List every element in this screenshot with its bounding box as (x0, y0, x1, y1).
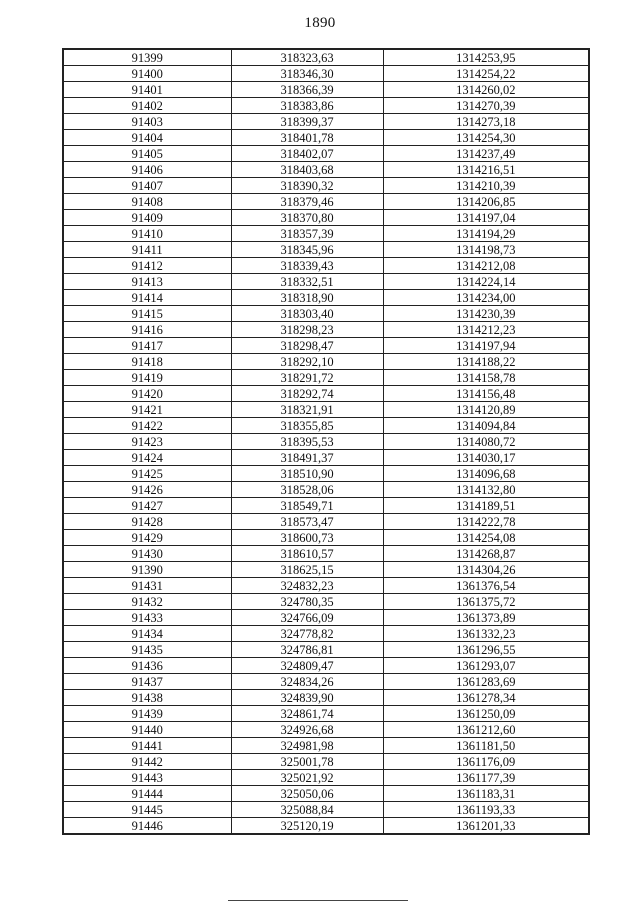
point-number-cell: 91433 (63, 610, 231, 626)
x-coordinate-cell: 318303,40 (231, 306, 383, 322)
x-coordinate-cell: 318403,68 (231, 162, 383, 178)
table-row (63, 450, 589, 466)
x-coordinate-cell: 324786,81 (231, 642, 383, 658)
point-number-cell: 91400 (63, 66, 231, 82)
x-coordinate-cell: 324832,23 (231, 578, 383, 594)
table-row (63, 674, 589, 690)
y-coordinate-cell: 1361212,60 (383, 722, 589, 738)
point-number-cell: 91406 (63, 162, 231, 178)
x-coordinate-cell: 324981,98 (231, 738, 383, 754)
point-number-cell: 91440 (63, 722, 231, 738)
table-row (63, 162, 589, 178)
point-number-cell: 91401 (63, 82, 231, 98)
table-row (63, 578, 589, 594)
y-coordinate-cell: 1361250,09 (383, 706, 589, 722)
table-row (63, 49, 589, 66)
x-coordinate-cell: 318379,46 (231, 194, 383, 210)
y-coordinate-cell: 1361176,09 (383, 754, 589, 770)
y-coordinate-cell: 1361193,33 (383, 802, 589, 818)
x-coordinate-cell: 318339,43 (231, 258, 383, 274)
y-coordinate-cell: 1314230,39 (383, 306, 589, 322)
table-row (63, 610, 589, 626)
table-row (63, 178, 589, 194)
point-number-cell: 91444 (63, 786, 231, 802)
point-number-cell: 91428 (63, 514, 231, 530)
x-coordinate-cell: 325088,84 (231, 802, 383, 818)
table-row (63, 322, 589, 338)
y-coordinate-cell: 1314234,00 (383, 290, 589, 306)
point-number-cell: 91432 (63, 594, 231, 610)
y-coordinate-cell: 1314210,39 (383, 178, 589, 194)
x-coordinate-cell: 318573,47 (231, 514, 383, 530)
point-number-cell: 91410 (63, 226, 231, 242)
x-coordinate-cell: 318401,78 (231, 130, 383, 146)
table-row (63, 402, 589, 418)
y-coordinate-cell: 1314094,84 (383, 418, 589, 434)
y-coordinate-cell: 1361332,23 (383, 626, 589, 642)
point-number-cell: 91436 (63, 658, 231, 674)
table-row (63, 754, 589, 770)
x-coordinate-cell: 318610,57 (231, 546, 383, 562)
page-number: 1890 (304, 15, 336, 31)
x-coordinate-cell: 325021,92 (231, 770, 383, 786)
y-coordinate-cell: 1361293,07 (383, 658, 589, 674)
y-coordinate-cell: 1314254,30 (383, 130, 589, 146)
table-row (63, 706, 589, 722)
table-row (63, 530, 589, 546)
point-number-cell: 91421 (63, 402, 231, 418)
x-coordinate-cell: 318510,90 (231, 466, 383, 482)
y-coordinate-cell: 1314194,29 (383, 226, 589, 242)
table-row (63, 386, 589, 402)
y-coordinate-cell: 1314216,51 (383, 162, 589, 178)
x-coordinate-cell: 324809,47 (231, 658, 383, 674)
x-coordinate-cell: 318346,30 (231, 66, 383, 82)
point-number-cell: 91446 (63, 818, 231, 835)
point-number-cell: 91442 (63, 754, 231, 770)
y-coordinate-cell: 1314096,68 (383, 466, 589, 482)
x-coordinate-cell: 318292,74 (231, 386, 383, 402)
table-row (63, 786, 589, 802)
x-coordinate-cell: 318298,23 (231, 322, 383, 338)
y-coordinate-cell: 1361373,89 (383, 610, 589, 626)
table-row (63, 274, 589, 290)
y-coordinate-cell: 1314270,39 (383, 98, 589, 114)
x-coordinate-cell: 318395,53 (231, 434, 383, 450)
table-row (63, 594, 589, 610)
x-coordinate-cell: 318318,90 (231, 290, 383, 306)
x-coordinate-cell: 318390,32 (231, 178, 383, 194)
y-coordinate-cell: 1314030,17 (383, 450, 589, 466)
coordinates-table-body (63, 49, 589, 834)
x-coordinate-cell: 324861,74 (231, 706, 383, 722)
x-coordinate-cell: 318291,72 (231, 370, 383, 386)
point-number-cell: 91423 (63, 434, 231, 450)
y-coordinate-cell: 1361183,31 (383, 786, 589, 802)
y-coordinate-cell: 1361201,33 (383, 818, 589, 835)
x-coordinate-cell: 318345,96 (231, 242, 383, 258)
table-row (63, 242, 589, 258)
point-number-cell: 91431 (63, 578, 231, 594)
x-coordinate-cell: 318549,71 (231, 498, 383, 514)
point-number-cell: 91411 (63, 242, 231, 258)
point-number-cell: 91409 (63, 210, 231, 226)
x-coordinate-cell: 318383,86 (231, 98, 383, 114)
table-row (63, 658, 589, 674)
table-row (63, 626, 589, 642)
point-number-cell: 91390 (63, 562, 231, 578)
table-row (63, 770, 589, 786)
y-coordinate-cell: 1314253,95 (383, 49, 589, 66)
x-coordinate-cell: 318399,37 (231, 114, 383, 130)
table-row (63, 498, 589, 514)
y-coordinate-cell: 1361181,50 (383, 738, 589, 754)
table-row (63, 290, 589, 306)
y-coordinate-cell: 1314080,72 (383, 434, 589, 450)
y-coordinate-cell: 1314304,26 (383, 562, 589, 578)
point-number-cell: 91419 (63, 370, 231, 386)
y-coordinate-cell: 1314273,18 (383, 114, 589, 130)
point-number-cell: 91407 (63, 178, 231, 194)
x-coordinate-cell: 318298,47 (231, 338, 383, 354)
table-row (63, 354, 589, 370)
point-number-cell: 91413 (63, 274, 231, 290)
y-coordinate-cell: 1314197,94 (383, 338, 589, 354)
y-coordinate-cell: 1314222,78 (383, 514, 589, 530)
table-row (63, 562, 589, 578)
y-coordinate-cell: 1361177,39 (383, 770, 589, 786)
table-row (63, 66, 589, 82)
table-row (63, 370, 589, 386)
table-row (63, 226, 589, 242)
x-coordinate-cell: 325050,06 (231, 786, 383, 802)
point-number-cell: 91420 (63, 386, 231, 402)
y-coordinate-cell: 1314254,08 (383, 530, 589, 546)
point-number-cell: 91441 (63, 738, 231, 754)
y-coordinate-cell: 1314132,80 (383, 482, 589, 498)
y-coordinate-cell: 1314212,23 (383, 322, 589, 338)
table-row (63, 98, 589, 114)
table-row (63, 434, 589, 450)
y-coordinate-cell: 1361283,69 (383, 674, 589, 690)
y-coordinate-cell: 1314268,87 (383, 546, 589, 562)
y-coordinate-cell: 1314224,14 (383, 274, 589, 290)
table-row (63, 338, 589, 354)
x-coordinate-cell: 318402,07 (231, 146, 383, 162)
point-number-cell: 91437 (63, 674, 231, 690)
x-coordinate-cell: 325001,78 (231, 754, 383, 770)
y-coordinate-cell: 1314206,85 (383, 194, 589, 210)
x-coordinate-cell: 318292,10 (231, 354, 383, 370)
point-number-cell: 91402 (63, 98, 231, 114)
table-row (63, 130, 589, 146)
point-number-cell: 91430 (63, 546, 231, 562)
point-number-cell: 91403 (63, 114, 231, 130)
point-number-cell: 91427 (63, 498, 231, 514)
y-coordinate-cell: 1361375,72 (383, 594, 589, 610)
table-row (63, 818, 589, 835)
point-number-cell: 91416 (63, 322, 231, 338)
x-coordinate-cell: 324766,09 (231, 610, 383, 626)
table-row (63, 738, 589, 754)
table-row (63, 642, 589, 658)
point-number-cell: 91414 (63, 290, 231, 306)
point-number-cell: 91439 (63, 706, 231, 722)
point-number-cell: 91438 (63, 690, 231, 706)
point-number-cell: 91426 (63, 482, 231, 498)
x-coordinate-cell: 325120,19 (231, 818, 383, 835)
table-row (63, 194, 589, 210)
y-coordinate-cell: 1314198,73 (383, 242, 589, 258)
y-coordinate-cell: 1314188,22 (383, 354, 589, 370)
point-number-cell: 91425 (63, 466, 231, 482)
table-row (63, 114, 589, 130)
point-number-cell: 91405 (63, 146, 231, 162)
point-number-cell: 91412 (63, 258, 231, 274)
table-row (63, 690, 589, 706)
table-row (63, 258, 589, 274)
y-coordinate-cell: 1314158,78 (383, 370, 589, 386)
y-coordinate-cell: 1314212,08 (383, 258, 589, 274)
y-coordinate-cell: 1314237,49 (383, 146, 589, 162)
x-coordinate-cell: 318321,91 (231, 402, 383, 418)
x-coordinate-cell: 318491,37 (231, 450, 383, 466)
point-number-cell: 91424 (63, 450, 231, 466)
x-coordinate-cell: 318357,39 (231, 226, 383, 242)
y-coordinate-cell: 1314156,48 (383, 386, 589, 402)
y-coordinate-cell: 1314260,02 (383, 82, 589, 98)
x-coordinate-cell: 318366,39 (231, 82, 383, 98)
x-coordinate-cell: 324834,26 (231, 674, 383, 690)
point-number-cell: 91445 (63, 802, 231, 818)
x-coordinate-cell: 324839,90 (231, 690, 383, 706)
table-row (63, 82, 589, 98)
point-number-cell: 91443 (63, 770, 231, 786)
point-number-cell: 91418 (63, 354, 231, 370)
y-coordinate-cell: 1361376,54 (383, 578, 589, 594)
y-coordinate-cell: 1361296,55 (383, 642, 589, 658)
point-number-cell: 91415 (63, 306, 231, 322)
point-number-cell: 91435 (63, 642, 231, 658)
x-coordinate-cell: 318332,51 (231, 274, 383, 290)
table-row (63, 306, 589, 322)
coordinates-table (62, 48, 590, 835)
point-number-cell: 91399 (63, 49, 231, 66)
y-coordinate-cell: 1314189,51 (383, 498, 589, 514)
point-number-cell: 91422 (63, 418, 231, 434)
table-row (63, 482, 589, 498)
point-number-cell: 91434 (63, 626, 231, 642)
table-row (63, 722, 589, 738)
x-coordinate-cell: 318600,73 (231, 530, 383, 546)
table-row (63, 802, 589, 818)
x-coordinate-cell: 324780,35 (231, 594, 383, 610)
table-row (63, 210, 589, 226)
point-number-cell: 91408 (63, 194, 231, 210)
x-coordinate-cell: 318355,85 (231, 418, 383, 434)
point-number-cell: 91404 (63, 130, 231, 146)
x-coordinate-cell: 324778,82 (231, 626, 383, 642)
x-coordinate-cell: 318528,06 (231, 482, 383, 498)
y-coordinate-cell: 1361278,34 (383, 690, 589, 706)
y-coordinate-cell: 1314197,04 (383, 210, 589, 226)
point-number-cell: 91429 (63, 530, 231, 546)
table-row (63, 146, 589, 162)
y-coordinate-cell: 1314254,22 (383, 66, 589, 82)
footer-rule (228, 900, 408, 901)
table-row (63, 546, 589, 562)
table-row (63, 418, 589, 434)
x-coordinate-cell: 318323,63 (231, 49, 383, 66)
table-row (63, 466, 589, 482)
x-coordinate-cell: 318625,15 (231, 562, 383, 578)
table-row (63, 514, 589, 530)
point-number-cell: 91417 (63, 338, 231, 354)
x-coordinate-cell: 318370,80 (231, 210, 383, 226)
y-coordinate-cell: 1314120,89 (383, 402, 589, 418)
x-coordinate-cell: 324926,68 (231, 722, 383, 738)
